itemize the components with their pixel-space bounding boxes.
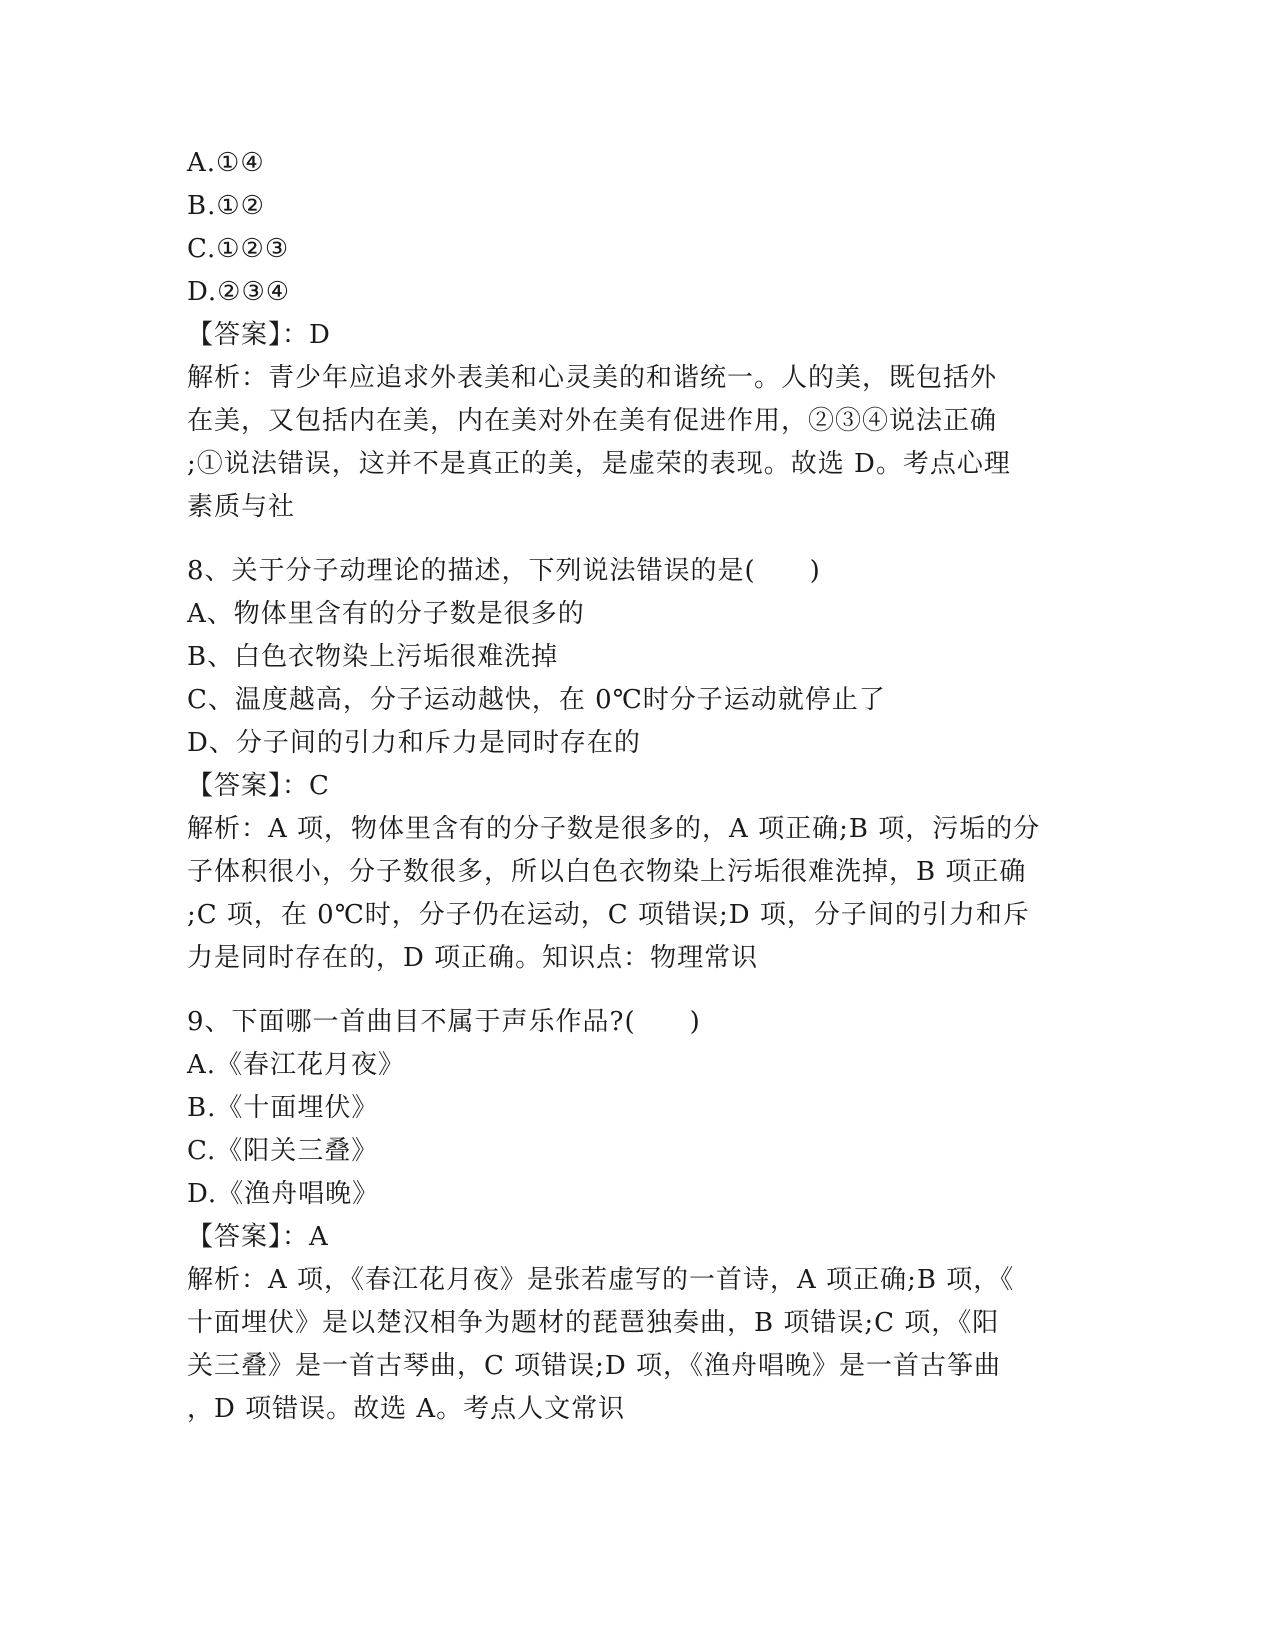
answer-label: 【答案】：A	[187, 1222, 329, 1252]
option-c: C、温度越高，分子运动越快，在 0℃时分子运动就停止了	[187, 685, 886, 715]
analysis-line: 子体积很小，分子数很多，所以白色衣物染上污垢很难洗掉，B 项正确	[187, 857, 1027, 887]
analysis-line: 在美，又包括内在美，内在美对外在美有促进作用，②③④说法正确	[187, 406, 998, 436]
spacer	[187, 529, 1087, 550]
option-a: A.①④	[187, 148, 265, 178]
answer-label: 【答案】：D	[187, 320, 331, 350]
analysis-line: 解析：A 项，《春江花月夜》是张若虚写的一首诗，A 项正确;B 项，《	[187, 1265, 1015, 1295]
option-d: D.②③④	[187, 277, 291, 307]
analysis-line: ，D 项错误。故选 A。考点人文常识	[187, 1394, 626, 1424]
option-a: A.《春江花月夜》	[187, 1050, 406, 1080]
question-text: 9、下面哪一首曲目不属于声乐作品?( )	[187, 1007, 701, 1037]
option-c: C.《阳关三叠》	[187, 1136, 379, 1166]
analysis-line: 关三叠》是一首古琴曲，C 项错误;D 项，《渔舟唱晚》是一首古筝曲	[187, 1351, 1002, 1381]
analysis-line: 十面埋伏》是以楚汉相争为题材的琵琶独奏曲，B 项错误;C 项，《阳	[187, 1308, 1000, 1338]
analysis-line: ;①说法错误，这并不是真正的美，是虚荣的表现。故选 D。考点心理	[187, 449, 1011, 479]
option-d: D.《渔舟唱晚》	[187, 1179, 380, 1209]
analysis-line: 解析：青少年应追求外表美和心灵美的和谐统一。人的美，既包括外	[187, 363, 998, 393]
analysis-line: ;C 项，在 0℃时，分子仍在运动，C 项错误;D 项，分子间的引力和斥	[187, 900, 1030, 930]
question-text: 8、关于分子动理论的描述，下列说法错误的是( )	[187, 556, 821, 586]
question-8	[187, 550, 1087, 980]
question-7	[187, 142, 1087, 529]
document-page	[187, 142, 1087, 1431]
answer-label: 【答案】：C	[187, 771, 330, 801]
question-9	[187, 1001, 1087, 1431]
analysis-line: 解析：A 项，物体里含有的分子数是很多的，A 项正确;B 项，污垢的分	[187, 814, 1041, 844]
option-b: B.《十面埋伏》	[187, 1093, 379, 1123]
analysis-line: 素质与社	[187, 492, 296, 522]
option-b: B、白色衣物染上污垢很难洗掉	[187, 642, 559, 672]
spacer	[187, 980, 1087, 1001]
option-d: D、分子间的引力和斥力是同时存在的	[187, 728, 641, 758]
option-c: C.①②③	[187, 234, 290, 264]
analysis-line: 力是同时存在的，D 项正确。知识点：物理常识	[187, 943, 759, 973]
option-a: A、物体里含有的分子数是很多的	[187, 599, 585, 629]
option-b: B.①②	[187, 191, 265, 221]
